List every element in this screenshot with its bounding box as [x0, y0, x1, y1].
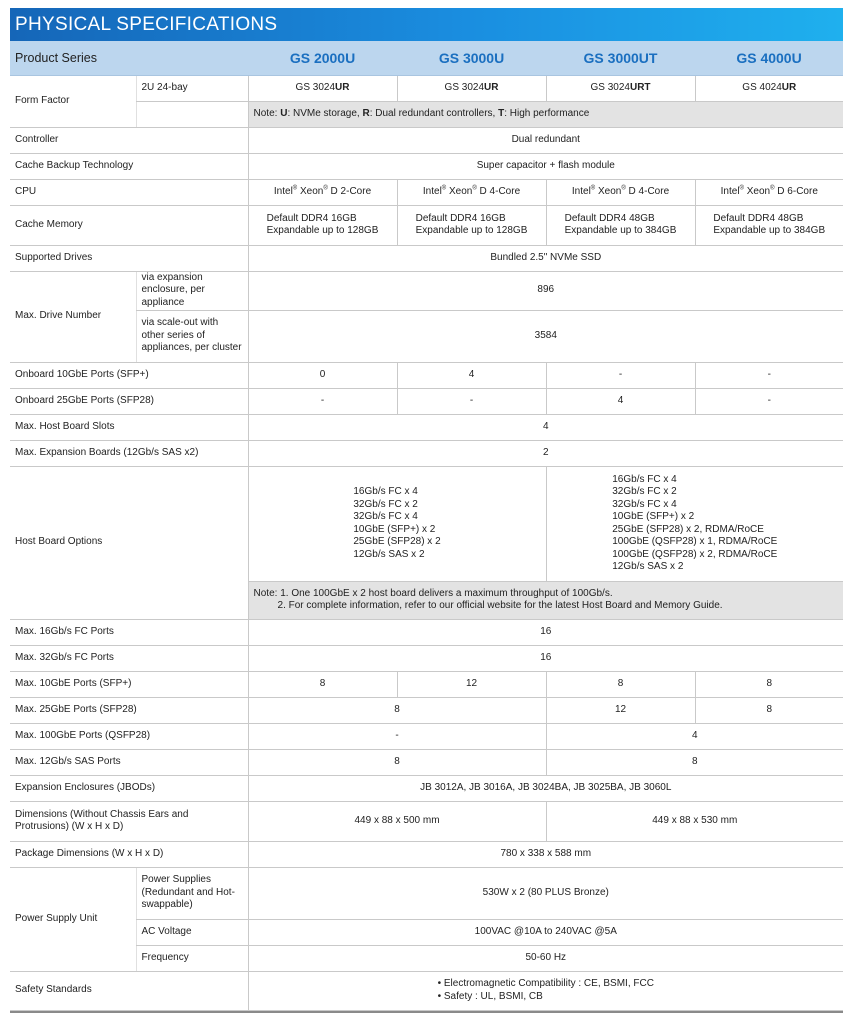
- dimensions-row: [10, 801, 843, 841]
- max-sas-row: [10, 749, 843, 775]
- row-label: Max. Host Board Slots: [10, 414, 248, 440]
- row-value: 16: [248, 645, 843, 671]
- form-factor-sub: 2U 24-bay: [136, 75, 248, 101]
- row-label: Onboard 10GbE Ports (SFP+): [10, 362, 248, 388]
- row-value: 8: [248, 749, 546, 775]
- row-value: 12: [546, 697, 695, 723]
- row-label: Safety Standards: [10, 971, 248, 1010]
- onboard-25gbe-row: [10, 388, 843, 414]
- row-label: Max. 10GbE Ports (SFP+): [10, 671, 248, 697]
- bottom-rule: [10, 1011, 843, 1013]
- row-label: Max. 100GbE Ports (QSFP28): [10, 723, 248, 749]
- row-label: Max. Drive Number: [10, 271, 136, 362]
- product-series-label: Product Series: [10, 41, 248, 75]
- row-value: 4: [248, 414, 843, 440]
- row-label: Dimensions (Without Chassis Ears and Protrusions) (W x H x D): [10, 801, 248, 841]
- row-label: Onboard 25GbE Ports (SFP28): [10, 388, 248, 414]
- cache-memory-row: [10, 205, 843, 245]
- cpu-cell: Intel® Xeon® D 6-Core: [695, 179, 843, 205]
- row-value: -: [248, 388, 397, 414]
- row-value: 100VAC @10A to 240VAC @5A: [248, 919, 843, 945]
- row-value: 780 x 338 x 588 mm: [248, 841, 843, 867]
- bullet-icon: •: [437, 990, 442, 1002]
- row-value: 0: [248, 362, 397, 388]
- bullet-icon: •: [437, 978, 442, 989]
- row-value: 16: [248, 619, 843, 645]
- row-value: -: [695, 362, 843, 388]
- row-value: JB 3012A, JB 3016A, JB 3024BA, JB 3025BA, JB 3060L: [248, 775, 843, 801]
- row-label: Cache Memory: [10, 205, 248, 245]
- row-value: 449 x 88 x 530 mm: [546, 801, 843, 841]
- row-value: 8: [546, 671, 695, 697]
- row-value: 4: [546, 388, 695, 414]
- row-label: CPU: [10, 179, 248, 205]
- exp-boards-row: [10, 440, 843, 466]
- row-value: 4: [546, 723, 843, 749]
- row-value: 8: [695, 697, 843, 723]
- model-cell: GS 3024URT: [546, 75, 695, 101]
- series-gs4000u: GS 4000U: [695, 41, 843, 75]
- power-row-1: [10, 867, 843, 919]
- cpu-row: [10, 179, 843, 205]
- cpu-cell: Intel® Xeon® D 4-Core: [546, 179, 695, 205]
- row-value: 896: [248, 271, 843, 310]
- row-value: -: [546, 362, 695, 388]
- row-label: Supported Drives: [10, 245, 248, 271]
- max-32fc-row: [10, 645, 843, 671]
- row-value: 3584: [248, 310, 843, 362]
- row-value: 50-60 Hz: [248, 945, 843, 971]
- supported-drives-row: [10, 245, 843, 271]
- page-title: PHYSICAL SPECIFICATIONS: [10, 8, 843, 41]
- spec-sheet: [10, 8, 843, 1013]
- package-row: [10, 841, 843, 867]
- row-sublabel: Frequency: [136, 945, 248, 971]
- form-factor-note: Note: U: NVMe storage, R: Dual redundant controllers, T: High performance: [248, 101, 843, 127]
- row-label: Power Supply Unit: [10, 867, 136, 971]
- model-cell: GS 3024UR: [248, 75, 397, 101]
- onboard-10gbe-row: [10, 362, 843, 388]
- row-value: -: [397, 388, 546, 414]
- model-cell: GS 4024UR: [695, 75, 843, 101]
- host-board-options-row: [10, 466, 843, 581]
- header-row: [10, 41, 843, 75]
- row-value: Dual redundant: [248, 127, 843, 153]
- row-value: 8: [248, 697, 546, 723]
- row-value: 2: [248, 440, 843, 466]
- row-value: -: [695, 388, 843, 414]
- series-gs3000ut: GS 3000UT: [546, 41, 695, 75]
- row-label: Max. 16Gb/s FC Ports: [10, 619, 248, 645]
- spec-table: [10, 41, 843, 1011]
- cache-memory-cell: Default DDR4 48GB Expandable up to 384GB: [695, 205, 843, 245]
- max-drive-row-1: [10, 271, 843, 310]
- row-sublabel: AC Voltage: [136, 919, 248, 945]
- row-label: Expansion Enclosures (JBODs): [10, 775, 248, 801]
- row-value: 8: [546, 749, 843, 775]
- controller-row: [10, 127, 843, 153]
- row-label: Cache Backup Technology: [10, 153, 248, 179]
- row-value: 449 x 88 x 500 mm: [248, 801, 546, 841]
- expansion-row: [10, 775, 843, 801]
- cache-memory-cell: Default DDR4 16GB Expandable up to 128GB: [248, 205, 397, 245]
- blank-cell: [136, 101, 248, 127]
- max-25gbe-row: [10, 697, 843, 723]
- cpu-cell: Intel® Xeon® D 4-Core: [397, 179, 546, 205]
- max-16fc-row: [10, 619, 843, 645]
- host-slots-row: [10, 414, 843, 440]
- row-label: Controller: [10, 127, 248, 153]
- row-value: 12: [397, 671, 546, 697]
- max-100gbe-row: [10, 723, 843, 749]
- row-value: 8: [248, 671, 397, 697]
- form-factor-label: Form Factor: [10, 75, 136, 127]
- row-sublabel: Power Supplies (Redundant and Hot-swappable): [136, 867, 248, 919]
- safety-row: [10, 971, 843, 1010]
- series-gs2000u: GS 2000U: [248, 41, 397, 75]
- cpu-cell: Intel® Xeon® D 2-Core: [248, 179, 397, 205]
- row-value: Super capacitor + flash module: [248, 153, 843, 179]
- max-10gbe-row: [10, 671, 843, 697]
- row-value: -: [248, 723, 546, 749]
- host-board-note: Note: 1. One 100GbE x 2 host board delivers a maximum throughput of 100Gb/s. 2. For complete information, refer to our official website for the latest Host Board and Memory Guide.: [248, 581, 843, 619]
- cache-memory-cell: Default DDR4 48GB Expandable up to 384GB: [546, 205, 695, 245]
- form-factor-row: [10, 75, 843, 101]
- host-board-right: 16Gb/s FC x 4 32Gb/s FC x 2 32Gb/s FC x 4 10GbE (SFP+) x 2 25GbE (SFP28) x 2, RDMA/RoCE 100GbE (QSFP28) x 1, RDMA/RoCE 100GbE (QSFP28) x 2, RDMA/RoCE 12Gb/s SAS x 2: [546, 466, 843, 581]
- cache-backup-row: [10, 153, 843, 179]
- host-board-left: 16Gb/s FC x 4 32Gb/s FC x 2 32Gb/s FC x 4 10GbE (SFP+) x 2 25GbE (SFP28) x 2 12Gb/s SAS x 2: [248, 466, 546, 581]
- row-value: Bundled 2.5" NVMe SSD: [248, 245, 843, 271]
- cache-memory-cell: Default DDR4 16GB Expandable up to 128GB: [397, 205, 546, 245]
- row-label: Max. 25GbE Ports (SFP28): [10, 697, 248, 723]
- row-label: Max. 32Gb/s FC Ports: [10, 645, 248, 671]
- model-cell: GS 3024UR: [397, 75, 546, 101]
- safety-list: • Electromagnetic Compatibility : CE, BSMI, FCC • Safety : UL, BSMI, CB: [248, 971, 843, 1010]
- series-gs3000u: GS 3000U: [397, 41, 546, 75]
- row-value: 8: [695, 671, 843, 697]
- row-label: Host Board Options: [10, 466, 248, 619]
- row-label: Max. Expansion Boards (12Gb/s SAS x2): [10, 440, 248, 466]
- row-label: Package Dimensions (W x H x D): [10, 841, 248, 867]
- row-sublabel: via expansion enclosure, per appliance: [136, 271, 248, 310]
- row-value: 530W x 2 (80 PLUS Bronze): [248, 867, 843, 919]
- row-sublabel: via scale-out with other series of appliances, per cluster: [136, 310, 248, 362]
- row-label: Max. 12Gb/s SAS Ports: [10, 749, 248, 775]
- row-value: 4: [397, 362, 546, 388]
